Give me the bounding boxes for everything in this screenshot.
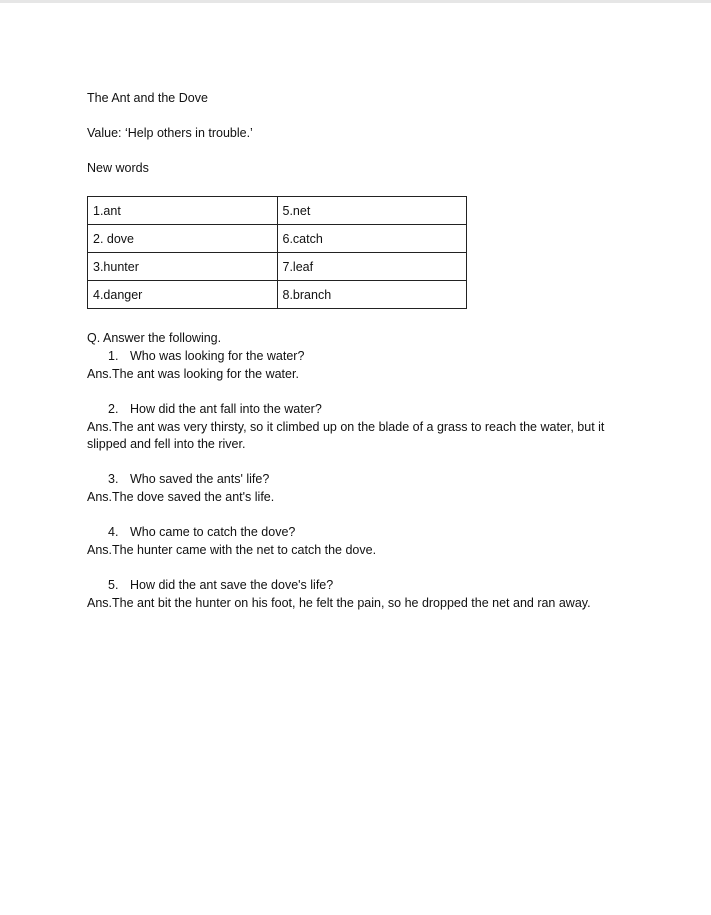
table-cell: 5.net xyxy=(277,197,467,225)
new-words-table xyxy=(87,196,467,309)
question-number: 3. xyxy=(108,472,119,486)
table-cell: 3.hunter xyxy=(88,253,278,281)
question xyxy=(87,348,647,366)
qa-item xyxy=(87,524,647,559)
question xyxy=(87,471,647,489)
table-row xyxy=(88,197,467,225)
qa-item xyxy=(87,471,647,506)
questions-heading: Q. Answer the following. xyxy=(87,331,222,345)
qa-item xyxy=(87,401,647,454)
question-text: Who was looking for the water? xyxy=(130,349,305,363)
answer: Ans.The ant was very thirsty, so it climbed up on the blade of a grass to reach the water, but it slipped and fell into the river. xyxy=(87,419,605,451)
question xyxy=(87,577,647,595)
document-title: The Ant and the Dove xyxy=(87,91,208,105)
table-cell: 6.catch xyxy=(277,225,467,253)
question-number: 5. xyxy=(108,578,119,592)
question-number: 2. xyxy=(108,402,119,416)
qa-item xyxy=(87,577,647,612)
answer: Ans.The dove saved the ant's life. xyxy=(87,489,275,504)
question-text: Who came to catch the dove? xyxy=(130,525,296,539)
table-cell: 1.ant xyxy=(88,197,278,225)
table-cell: 8.branch xyxy=(277,281,467,309)
table-row xyxy=(88,225,467,253)
question-number: 1. xyxy=(108,349,119,363)
question xyxy=(87,524,647,542)
qa-item xyxy=(87,348,647,383)
table-cell: 4.danger xyxy=(88,281,278,309)
page-top-border xyxy=(0,0,711,3)
question-text: How did the ant fall into the water? xyxy=(130,402,322,416)
table-cell: 7.leaf xyxy=(277,253,467,281)
moral-value: Value: ‘Help others in trouble.’ xyxy=(87,126,253,140)
question-number: 4. xyxy=(108,525,119,539)
answer: Ans.The ant bit the hunter on his foot, he felt the pain, so he dropped the net and ran away. xyxy=(87,595,591,610)
question-text: Who saved the ants' life? xyxy=(130,472,270,486)
answer: Ans.The ant was looking for the water. xyxy=(87,366,299,381)
new-words-heading: New words xyxy=(87,161,149,175)
answer: Ans.The hunter came with the net to catch the dove. xyxy=(87,542,377,557)
question xyxy=(87,401,647,419)
question-text: How did the ant save the dove's life? xyxy=(130,578,334,592)
table-row xyxy=(88,253,467,281)
table-cell: 2. dove xyxy=(88,225,278,253)
table-row xyxy=(88,281,467,309)
